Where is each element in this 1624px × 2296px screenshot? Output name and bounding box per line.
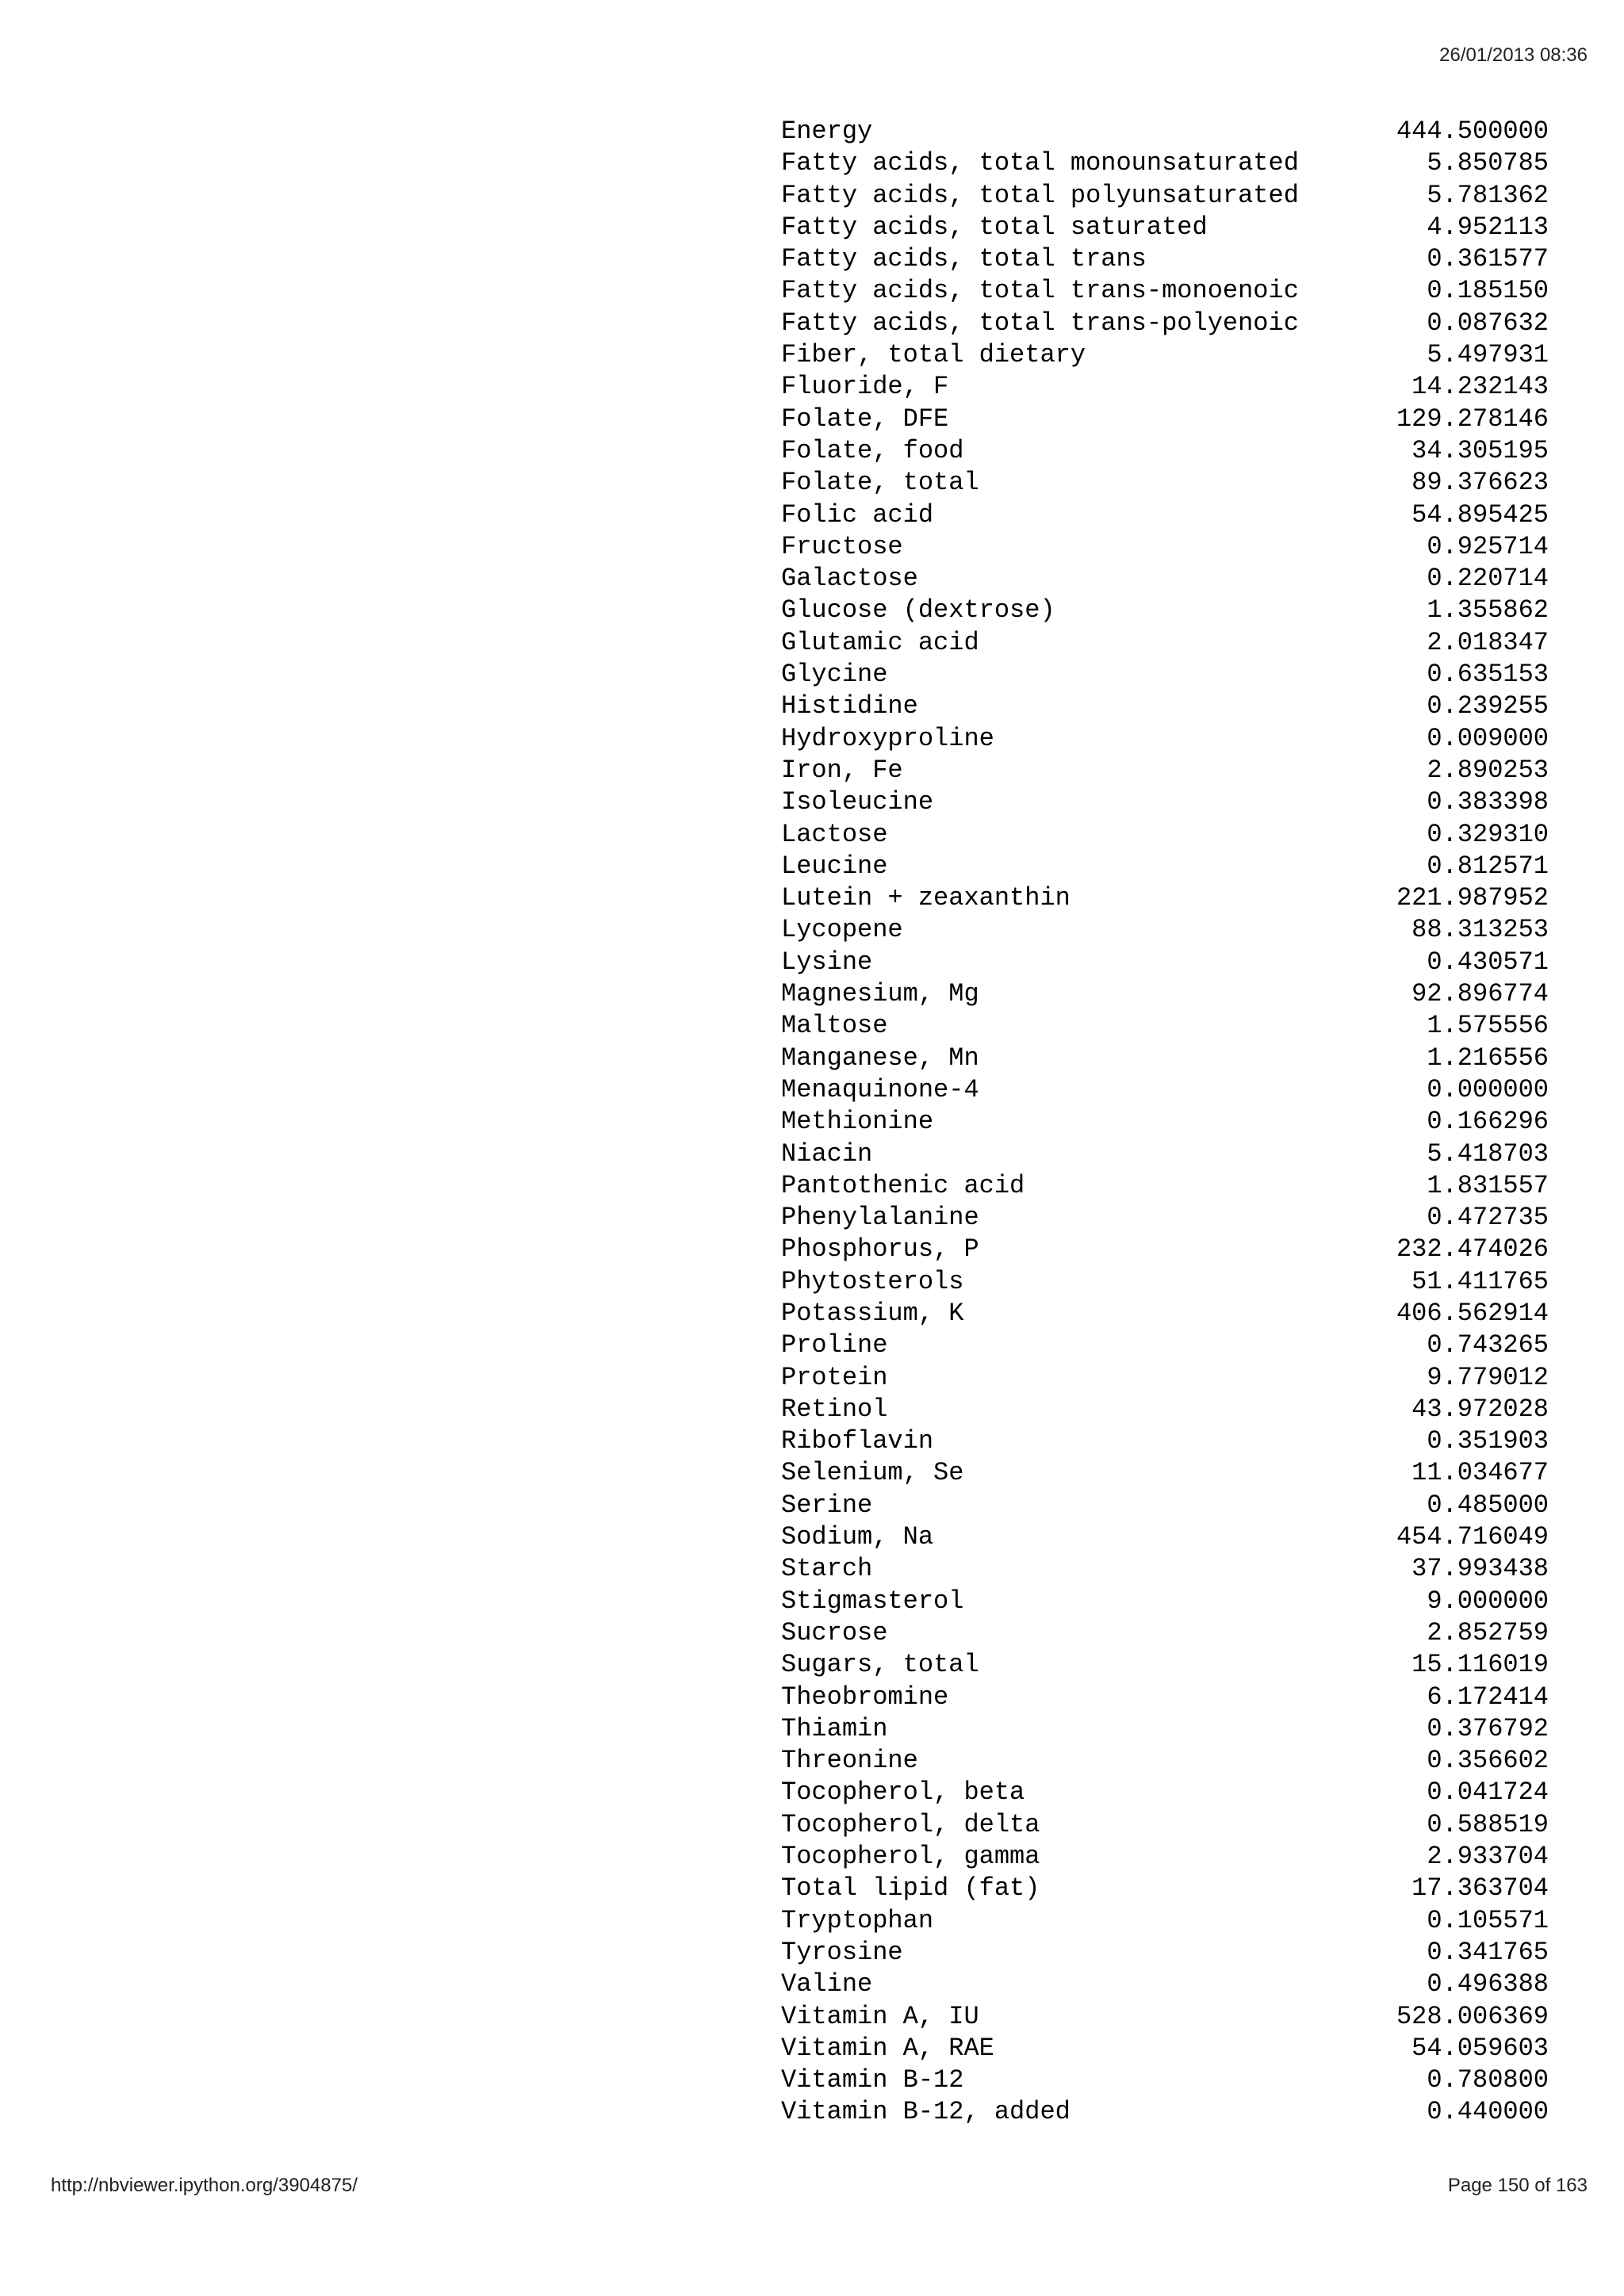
table-row: [781, 531, 1549, 563]
table-row: [781, 914, 1549, 946]
nutrient-name: Histidine: [781, 691, 918, 721]
table-row: [781, 819, 1549, 851]
table-row: [781, 1362, 1549, 1394]
nutrient-name: Methionine: [781, 1107, 934, 1137]
nutrient-name: Sodium, Na: [781, 1522, 934, 1552]
table-row: [781, 882, 1549, 914]
nutrient-value: 0.496388: [1427, 1969, 1549, 1999]
table-row: [781, 1202, 1549, 1234]
nutrient-name: Fatty acids, total monounsaturated: [781, 148, 1299, 178]
table-row: [781, 1106, 1549, 1138]
nutrient-value: 454.716049: [1396, 1522, 1549, 1552]
table-row: [781, 1713, 1549, 1745]
nutrient-name: Serine: [781, 1490, 873, 1520]
nutrient-value: 0.000000: [1427, 1074, 1549, 1104]
nutrient-value: 5.850785: [1427, 148, 1549, 178]
nutrient-value: 1.831557: [1427, 1170, 1549, 1200]
nutrient-value: 88.313253: [1411, 915, 1549, 945]
table-row: [781, 1969, 1549, 2000]
table-row: [781, 691, 1549, 722]
table-row: [781, 1649, 1549, 1681]
table-row: [781, 1266, 1549, 1298]
nutrient-name: Fluoride, F: [781, 372, 949, 402]
table-row: [781, 1553, 1549, 1585]
nutrient-name: Starch: [781, 1554, 873, 1584]
nutrient-value: 43.972028: [1411, 1394, 1549, 1424]
nutrient-name: Vitamin B-12, added: [781, 2097, 1071, 2127]
nutrient-name: Vitamin A, IU: [781, 2001, 979, 2031]
table-row: [781, 180, 1549, 212]
nutrient-name: Total lipid (fat): [781, 1873, 1040, 1904]
nutrient-value: 0.440000: [1427, 2097, 1549, 2127]
nutrient-name: Vitamin B-12: [781, 2065, 964, 2095]
nutrient-name: Folate, food: [781, 435, 964, 465]
nutrient-value: 5.497931: [1427, 340, 1549, 370]
nutrient-value: 0.376792: [1427, 1713, 1549, 1743]
nutrient-name: Galactose: [781, 564, 918, 594]
nutrient-name: Lysine: [781, 947, 873, 977]
nutrient-name: Tocopherol, delta: [781, 1809, 1040, 1839]
nutrient-value: 0.485000: [1427, 1490, 1549, 1520]
nutrient-name: Phosphorus, P: [781, 1234, 979, 1265]
nutrient-name: Folate, DFE: [781, 404, 949, 434]
nutrient-value: 54.895425: [1411, 499, 1549, 530]
nutrient-name: Fiber, total dietary: [781, 340, 1086, 370]
table-row: [781, 116, 1549, 147]
nutrient-value: 528.006369: [1396, 2001, 1549, 2031]
nutrient-name: Tryptophan: [781, 1905, 934, 1935]
nutrient-name: Sugars, total: [781, 1650, 979, 1680]
nutrient-value: 232.474026: [1396, 1234, 1549, 1265]
nutrient-value: 1.575556: [1427, 1011, 1549, 1041]
table-row: [781, 2001, 1549, 2033]
table-row: [781, 467, 1549, 499]
table-row: [781, 1138, 1549, 1170]
nutrient-value: 0.105571: [1427, 1905, 1549, 1935]
nutrient-value: 0.185150: [1427, 276, 1549, 306]
nutrient-name: Glutamic acid: [781, 627, 979, 657]
nutrient-value: 0.812571: [1427, 851, 1549, 881]
nutrient-name: Theobromine: [781, 1682, 949, 1712]
table-row: [781, 435, 1549, 467]
nutrient-value: 37.993438: [1411, 1554, 1549, 1584]
nutrient-name: Isoleucine: [781, 787, 934, 817]
nutrient-value: 0.341765: [1427, 1937, 1549, 1967]
table-row: [781, 339, 1549, 371]
footer-url: http://nbviewer.ipython.org/3904875/: [51, 2175, 358, 2196]
table-row: [781, 786, 1549, 818]
nutrient-value: 0.351903: [1427, 1426, 1549, 1456]
nutrient-name: Fatty acids, total trans-polyenoic: [781, 308, 1299, 338]
table-row: [781, 371, 1549, 403]
table-row: [781, 1330, 1549, 1361]
table-row: [781, 723, 1549, 755]
nutrient-value: 92.896774: [1411, 979, 1549, 1009]
nutrient-name: Valine: [781, 1969, 873, 1999]
table-row: [781, 1394, 1549, 1425]
nutrient-name: Thiamin: [781, 1713, 888, 1743]
print-timestamp: 26/01/2013 08:36: [1439, 44, 1588, 66]
nutrient-name: Pantothenic acid: [781, 1170, 1025, 1200]
nutrient-value: 4.952113: [1427, 212, 1549, 242]
nutrient-value: 9.779012: [1427, 1362, 1549, 1392]
nutrient-value: 2.890253: [1427, 755, 1549, 785]
nutrient-value: 0.743265: [1427, 1330, 1549, 1360]
nutrient-value: 0.041724: [1427, 1777, 1549, 1808]
nutrient-value: 0.356602: [1427, 1746, 1549, 1776]
nutrient-value: 0.430571: [1427, 947, 1549, 977]
nutrient-name: Glucose (dextrose): [781, 595, 1055, 626]
nutrient-name: Fructose: [781, 531, 903, 561]
nutrient-name: Tocopherol, gamma: [781, 1842, 1040, 1872]
nutrient-name: Niacin: [781, 1138, 873, 1169]
nutrient-name: Menaquinone-4: [781, 1074, 979, 1104]
nutrient-name: Lycopene: [781, 915, 903, 945]
table-row: [781, 275, 1549, 307]
nutrient-name: Hydroxyproline: [781, 723, 994, 753]
table-row: [781, 1745, 1549, 1777]
nutrient-name: Iron, Fe: [781, 755, 903, 785]
nutrient-value: 1.355862: [1427, 595, 1549, 626]
nutrient-value: 0.780800: [1427, 2065, 1549, 2095]
nutrient-name: Fatty acids, total polyunsaturated: [781, 180, 1299, 210]
nutrient-value: 5.781362: [1427, 180, 1549, 210]
nutrient-name: Retinol: [781, 1394, 888, 1424]
nutrient-name: Fatty acids, total trans-monoenoic: [781, 276, 1299, 306]
nutrient-name: Proline: [781, 1330, 888, 1360]
nutrient-value: 34.305195: [1411, 435, 1549, 465]
nutrient-name: Lutein + zeaxanthin: [781, 883, 1071, 913]
nutrient-value: 444.500000: [1396, 117, 1549, 146]
nutrient-value: 0.383398: [1427, 787, 1549, 817]
nutrient-value: 0.220714: [1427, 564, 1549, 594]
nutrient-name: Phytosterols: [781, 1266, 964, 1296]
table-row: [781, 851, 1549, 882]
table-row: [781, 1010, 1549, 1042]
nutrient-value: 0.635153: [1427, 660, 1549, 690]
table-row: [781, 1298, 1549, 1330]
table-row: [781, 2033, 1549, 2064]
table-row: [781, 1873, 1549, 1904]
nutrient-name: Manganese, Mn: [781, 1043, 979, 1073]
table-row: [781, 2096, 1549, 2128]
nutrient-value: 0.166296: [1427, 1107, 1549, 1137]
table-row: [781, 212, 1549, 243]
table-row: [781, 755, 1549, 786]
table-row: [781, 1425, 1549, 1457]
table-row: [781, 1234, 1549, 1265]
nutrient-value: 0.087632: [1427, 308, 1549, 338]
table-row: [781, 947, 1549, 978]
nutrient-value: 9.000000: [1427, 1586, 1549, 1616]
nutrient-name: Selenium, Se: [781, 1458, 964, 1488]
nutrient-value: 129.278146: [1396, 404, 1549, 434]
nutrient-name: Fatty acids, total saturated: [781, 212, 1208, 242]
table-row: [781, 1937, 1549, 1969]
table-row: [781, 978, 1549, 1010]
table-row: [781, 627, 1549, 659]
nutrient-value: 14.232143: [1411, 372, 1549, 402]
nutrient-name: Lactose: [781, 819, 888, 849]
nutrient-name: Riboflavin: [781, 1426, 934, 1456]
nutrient-value: 0.329310: [1427, 819, 1549, 849]
nutrient-name: Folic acid: [781, 499, 934, 530]
nutrient-value: 0.009000: [1427, 723, 1549, 753]
table-row: [781, 499, 1549, 531]
nutrient-value: 5.418703: [1427, 1138, 1549, 1169]
table-row: [781, 1841, 1549, 1873]
table-row: [781, 1521, 1549, 1553]
nutrient-value: 406.562914: [1396, 1298, 1549, 1328]
table-row: [781, 1490, 1549, 1521]
nutrient-name: Fatty acids, total trans: [781, 244, 1147, 274]
nutrient-name: Phenylalanine: [781, 1203, 979, 1233]
nutrient-value: 1.216556: [1427, 1043, 1549, 1073]
nutrient-value: 17.363704: [1411, 1873, 1549, 1904]
table-row: [781, 595, 1549, 626]
table-row: [781, 1905, 1549, 1937]
nutrient-value: 0.588519: [1427, 1809, 1549, 1839]
nutrient-name: Folate, total: [781, 468, 979, 498]
nutrient-name: Stigmasterol: [781, 1586, 964, 1616]
nutrient-name: Potassium, K: [781, 1298, 964, 1328]
table-row: [781, 1777, 1549, 1808]
nutrient-name: Maltose: [781, 1011, 888, 1041]
table-row: [781, 147, 1549, 179]
nutrient-value: 0.239255: [1427, 691, 1549, 721]
nutrient-name: Tocopherol, beta: [781, 1777, 1025, 1808]
nutrient-value: 2.933704: [1427, 1842, 1549, 1872]
table-row: [781, 1043, 1549, 1074]
nutrient-value: 0.472735: [1427, 1203, 1549, 1233]
nutrient-table: [781, 116, 1549, 2129]
nutrient-value: 0.361577: [1427, 244, 1549, 274]
nutrient-value: 0.925714: [1427, 531, 1549, 561]
table-row: [781, 1457, 1549, 1489]
table-row: [781, 1617, 1549, 1649]
page-number: Page 150 of 163: [1447, 2175, 1588, 2196]
nutrient-name: Magnesium, Mg: [781, 979, 979, 1009]
nutrient-value: 15.116019: [1411, 1650, 1549, 1680]
nutrient-value: 2.852759: [1427, 1617, 1549, 1647]
table-row: [781, 1074, 1549, 1106]
nutrient-value: 11.034677: [1411, 1458, 1549, 1488]
nutrient-value: 89.376623: [1411, 468, 1549, 498]
nutrient-name: Sucrose: [781, 1617, 888, 1647]
nutrient-value: 51.411765: [1411, 1266, 1549, 1296]
table-row: [781, 1682, 1549, 1713]
table-row: [781, 243, 1549, 275]
nutrient-name: Threonine: [781, 1746, 918, 1776]
nutrient-name: Energy: [781, 117, 873, 146]
table-row: [781, 308, 1549, 339]
table-row: [781, 563, 1549, 595]
nutrient-value: 54.059603: [1411, 2033, 1549, 2063]
nutrient-value: 6.172414: [1427, 1682, 1549, 1712]
nutrient-name: Glycine: [781, 660, 888, 690]
nutrient-name: Protein: [781, 1362, 888, 1392]
nutrient-value: 221.987952: [1396, 883, 1549, 913]
nutrient-name: Vitamin A, RAE: [781, 2033, 994, 2063]
nutrient-value: 2.018347: [1427, 627, 1549, 657]
table-row: [781, 2064, 1549, 2096]
table-row: [781, 1586, 1549, 1617]
nutrient-name: Leucine: [781, 851, 888, 881]
table-row: [781, 659, 1549, 691]
table-row: [781, 1170, 1549, 1202]
nutrient-name: Tyrosine: [781, 1937, 903, 1967]
table-row: [781, 404, 1549, 435]
table-row: [781, 1809, 1549, 1841]
